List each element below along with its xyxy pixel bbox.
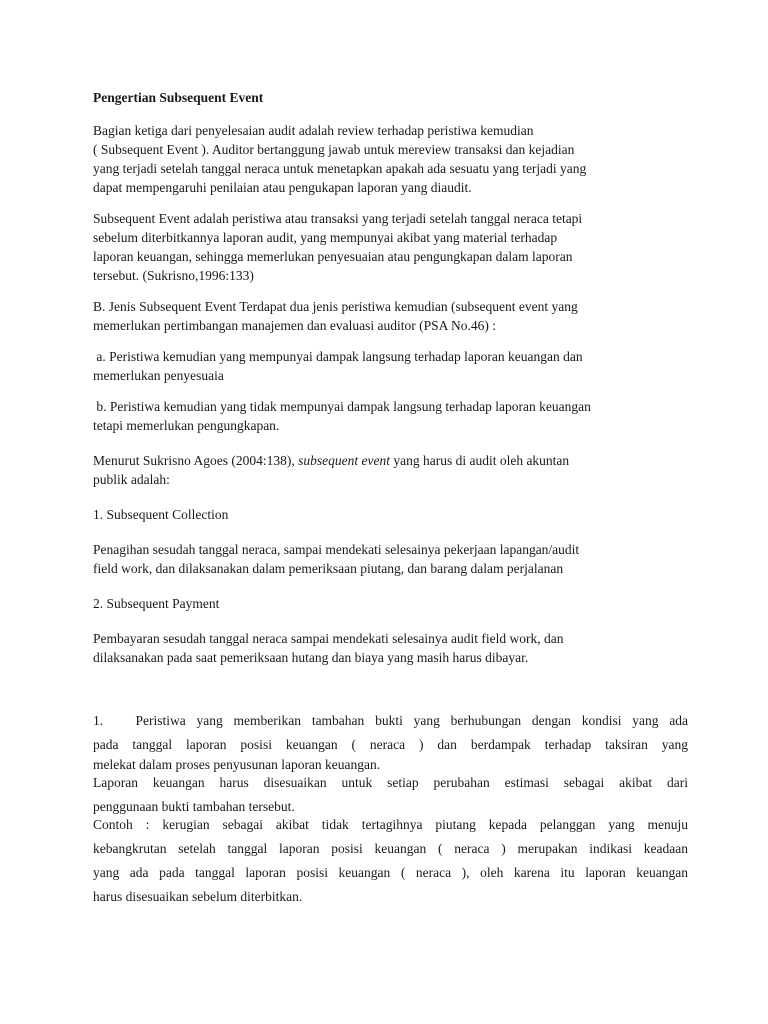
text-suffix: yang harus di audit oleh akuntan <box>389 453 570 468</box>
text-line: memerlukan penyesuaia <box>93 368 224 383</box>
text-line <box>93 451 688 470</box>
text-line: Laporan keuangan harus disesuaikan untuk setiap perubahan estimasi sebagai akibat dari <box>93 775 688 790</box>
text-line: field work, dan dilaksanakan dalam pemeriksaan piutang, dan barang dalam perjalanan <box>93 561 564 576</box>
text-line: Penagihan sesudah tanggal neraca, sampai mendekati selesainya pekerjaan lapangan/audit <box>93 542 580 557</box>
text-line: ( Subsequent Event ). Auditor bertanggung jawab untuk mereview transaksi dan kejadian <box>93 142 575 157</box>
text-line: yang terjadi setelah tanggal neraca untuk menetapkan apakah ada sesuatu yang terjadi yang <box>93 161 587 176</box>
text-line: a. Peristiwa kemudian yang mempunyai dampak langsung terhadap laporan keuangan dan <box>93 349 583 364</box>
heading-subsequent-payment: 2. Subsequent Payment <box>93 596 220 611</box>
text-line: Subsequent Event adalah peristiwa atau transaksi yang terjadi setelah tanggal neraca tetapi <box>93 211 583 226</box>
text-line: dilaksanakan pada saat pemeriksaan hutang dan biaya yang masih harus dibayar. <box>93 650 529 665</box>
paragraph-definition <box>93 209 688 285</box>
italic-term: subsequent event <box>298 453 390 468</box>
text-line: memerlukan pertimbangan manajemen dan evaluasi auditor (PSA No.46) : <box>93 318 497 333</box>
paragraph-agoes <box>93 451 688 489</box>
text-line: B. Jenis Subsequent Event Terdapat dua jenis peristiwa kemudian (subsequent event yang <box>93 299 578 314</box>
text-line: yang ada pada tanggal laporan posisi keuangan ( neraca ), oleh karena itu laporan keuangan <box>93 865 688 880</box>
text-line: laporan keuangan, sehingga memerlukan penyesuaian atau pengungkapan dalam laporan <box>93 249 573 264</box>
text-line: melekat dalam proses penyusunan laporan keuangan. <box>93 757 381 772</box>
paragraph-type-b <box>93 397 688 435</box>
text-line: kebangkrutan setelah tanggal laporan posisi keuangan ( neraca ) merupakan indikasi keadaan <box>93 841 688 856</box>
text-line: Pembayaran sesudah tanggal neraca sampai mendekati selesainya audit field work, dan <box>93 631 564 646</box>
text-line: Contoh : kerugian sebagai akibat tidak tertagihnya piutang kepada pelanggan yang menuju <box>93 817 688 832</box>
text-line: b. Peristiwa kemudian yang tidak mempunyai dampak langsung terhadap laporan keuangan <box>93 399 591 414</box>
text-line: tersebut. (Sukrisno,1996:133) <box>93 268 254 283</box>
paragraph-type-a <box>93 347 688 385</box>
heading-subsequent-collection: 1. Subsequent Collection <box>93 507 229 522</box>
paragraph-intro <box>93 121 688 197</box>
text-line: pada tanggal laporan posisi keuangan ( neraca ) dan berdampak terhadap taksiran yang <box>93 737 688 752</box>
text-line: tetapi memerlukan pengungkapan. <box>93 418 280 433</box>
paragraph-types <box>93 297 688 335</box>
text-line: publik adalah: <box>93 472 170 487</box>
text-line: sebelum diterbitkannya laporan audit, yang mempunyai akibat yang material terhadap <box>93 230 558 245</box>
paragraph-payment <box>93 629 688 667</box>
text-line: Bagian ketiga dari penyelesaian audit adalah review terhadap peristiwa kemudian <box>93 123 534 138</box>
text-line: 1. Peristiwa yang memberikan tambahan bukti yang berhubungan dengan kondisi yang ada <box>93 713 688 728</box>
paragraph-collection <box>93 540 688 578</box>
document-title: Pengertian Subsequent Event <box>93 90 264 105</box>
text-line: penggunaan bukti tambahan tersebut. <box>93 799 295 814</box>
text-line: dapat mempengaruhi penilaian atau pengukapan laporan yang diaudit. <box>93 180 472 195</box>
paragraph-evidence <box>93 711 688 907</box>
text-prefix: Menurut Sukrisno Agoes (2004:138), <box>93 453 299 468</box>
text-line: harus disesuaikan sebelum diterbitkan. <box>93 889 303 904</box>
